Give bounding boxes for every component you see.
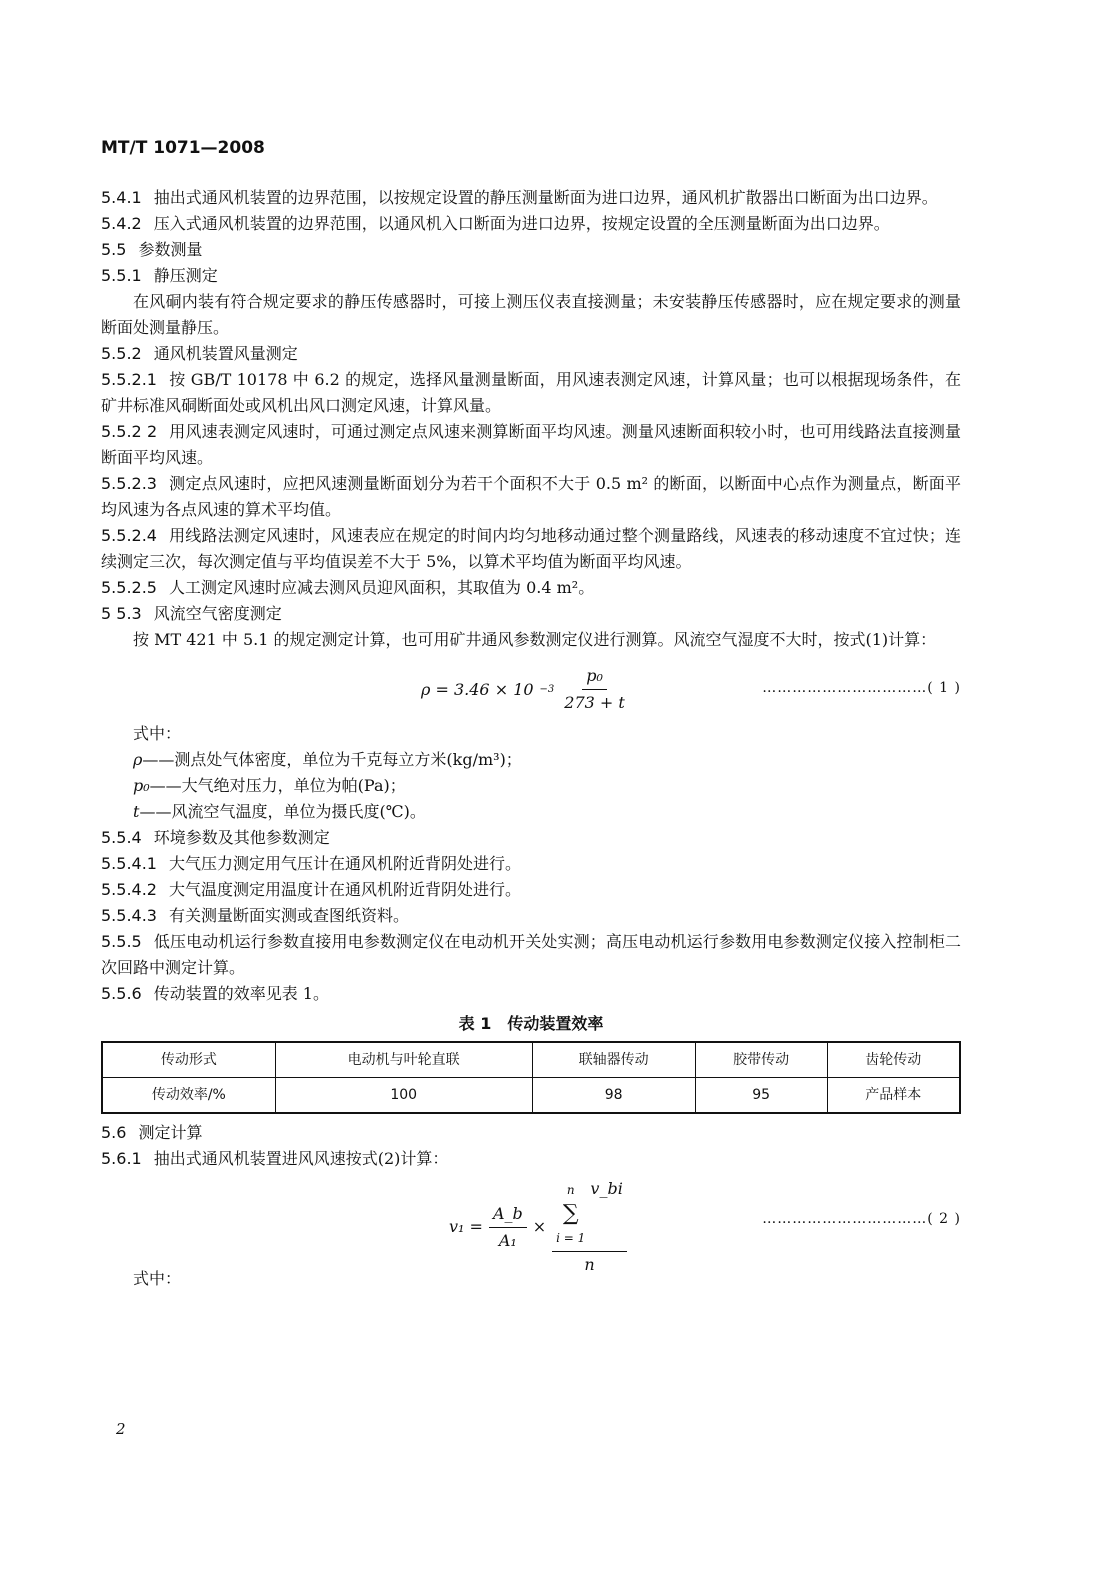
clause-number: 5.4.1 <box>101 188 142 207</box>
formula-2-mean <box>552 1176 627 1278</box>
table-cell: 100 <box>275 1078 532 1114</box>
clause-paragraph <box>101 575 961 601</box>
clause-paragraph <box>101 851 961 877</box>
formula-1-expression <box>421 663 629 716</box>
clause-paragraph <box>101 903 961 929</box>
formula-1-numerator: p₀ <box>582 663 607 690</box>
formula-2-sum-bottom: i = 1 <box>556 1231 586 1245</box>
clause-number: 5 5.3 <box>101 604 142 623</box>
table-header-row <box>102 1042 960 1078</box>
formula-2-denominator: A₁ <box>498 1230 517 1250</box>
symbol-description: ——测点处气体密度，单位为千克每立方米(kg/m³)； <box>142 750 522 769</box>
symbol-definition <box>133 773 961 799</box>
formula-1-label: ( 1 ) <box>927 680 961 696</box>
formula-2-sum-term: v_bi <box>590 1179 623 1198</box>
table-header-cell: 胶带传动 <box>695 1042 827 1078</box>
clause-number: 5.5.6 <box>101 984 142 1003</box>
clause-paragraph <box>101 523 961 575</box>
clause-number: 5.5.2.3 <box>101 474 157 493</box>
clause-paragraph <box>101 1146 961 1172</box>
formula-1-lhs: ρ = 3.46 × 10 <box>421 679 534 699</box>
clause-number: 5.5.2 <box>101 344 142 363</box>
clause-text: 传动装置的效率见表 1。 <box>153 984 329 1003</box>
section-block-1 <box>101 185 961 653</box>
table-cell: 98 <box>532 1078 695 1114</box>
formula-2-times: × <box>532 1217 547 1236</box>
section-heading <box>101 825 961 851</box>
document-code-header: MT/T 1071—2008 <box>101 138 265 158</box>
clause-paragraph <box>101 471 961 523</box>
page-number: 2 <box>116 1420 126 1438</box>
formula-2-sum-top: n <box>566 1183 575 1197</box>
indented-paragraph: 按 MT 421 中 5.1 的规定测定计算，也可用矿井通风参数测定仪进行测算。风流空气湿度不大时，按式(1)计算： <box>133 630 937 649</box>
symbol: p₀ <box>133 776 150 795</box>
clause-text: 抽出式通风机装置进风风速按式(2)计算： <box>153 1149 449 1168</box>
section-heading <box>101 341 961 367</box>
clause-number: 5.4.2 <box>101 214 142 233</box>
symbol: t <box>133 802 140 821</box>
formula-2-area-ratio <box>489 1201 527 1254</box>
formula-1-exponent: −3 <box>539 683 555 695</box>
clause-paragraph <box>101 929 961 981</box>
clause-number: 5.5 <box>101 240 127 259</box>
clause-number: 5.5.4.3 <box>101 906 157 925</box>
clause-text: 用风速表测定风速时，可通过测定点风速来测算断面平均风速。测量风速断面积较小时，也可用线路法直接测量断面平均风速。 <box>101 422 961 467</box>
section-block-2 <box>101 825 961 1007</box>
clause-text: 用线路法测定风速时，风速表应在规定的时间内均匀地移动通过整个测量路线，风速表的移动速度不宜过快；连续测定三次，每次测定值与平均值误差不大于 5%，以算术平均值为断面平均风速。 <box>101 526 961 571</box>
symbol-definition <box>133 747 961 773</box>
clause-paragraph <box>101 981 961 1007</box>
formula-1-fraction <box>560 663 629 716</box>
formula-2-expression <box>449 1176 627 1278</box>
clause-number: 5.5.1 <box>101 266 142 285</box>
formula-2-sum <box>552 1176 627 1252</box>
symbol-definition <box>133 799 961 825</box>
clause-number: 5.5.5 <box>101 932 142 951</box>
where-label-2: 式中： <box>133 1269 182 1288</box>
clause-paragraph <box>101 877 961 903</box>
clause-text: 大气压力测定用气压计在通风机附近背阴处进行。 <box>168 854 521 873</box>
clause-text: 有关测量断面实测或查图纸资料。 <box>168 906 409 925</box>
where-label-1: 式中： <box>133 724 182 743</box>
clause-text: 人工测定风速时应减去测风员迎风面积，其取值为 0.4 m²。 <box>168 578 595 597</box>
section-heading <box>101 601 961 627</box>
table-cell: 产品样本 <box>827 1078 960 1114</box>
clause-text: 压入式通风机装置的边界范围，以通风机入口断面为进口边界，按规定设置的全压测量断面为出口边界。 <box>153 214 890 233</box>
formula-1-number <box>762 675 961 701</box>
formula-2-divisor: n <box>584 1255 595 1274</box>
table-cell: 95 <box>695 1078 827 1114</box>
table-cell: 传动效率/% <box>102 1078 275 1114</box>
clause-text: 通风机装置风量测定 <box>153 344 298 363</box>
table-row <box>102 1078 960 1114</box>
clause-paragraph <box>101 185 961 211</box>
section-heading <box>101 263 961 289</box>
symbol-description: ——大气绝对压力，单位为帕(Pa)； <box>149 776 406 795</box>
clause-number: 5.5.4 <box>101 828 142 847</box>
formula-1-dots: …………………………… <box>762 680 928 696</box>
clause-number: 5.5.4.1 <box>101 854 157 873</box>
clause-number: 5.5.2 2 <box>101 422 158 441</box>
clause-paragraph <box>101 419 961 471</box>
clause-text: 风流空气密度测定 <box>153 604 282 623</box>
formula-2-dots: …………………………… <box>762 1211 928 1227</box>
sigma-icon: ∑ <box>562 1201 579 1226</box>
formula-2-number <box>762 1206 961 1232</box>
indented-paragraph: 在风硐内装有符合规定要求的静压传感器时，可接上测压仪表直接测量；未安装静压传感器时，应在规定要求的测量断面处测量静压。 <box>101 292 961 337</box>
document-body <box>101 185 961 1292</box>
clause-text: 低压电动机运行参数直接用电参数测定仪在电动机开关处实测；高压电动机运行参数用电参数测定仪接入控制柜二次回路中测定计算。 <box>101 932 961 977</box>
table-header-cell: 齿轮传动 <box>827 1042 960 1078</box>
formula-2-label: ( 2 ) <box>927 1211 961 1227</box>
clause-text: 抽出式通风机装置的边界范围，以按规定设置的静压测量断面为进口边界，通风机扩散器出口断面为出口边界。 <box>153 188 938 207</box>
clause-number: 5.5.4.2 <box>101 880 157 899</box>
clause-text: 参数测量 <box>138 240 203 259</box>
symbol: ρ <box>133 750 143 769</box>
clause-number: 5.5.2.4 <box>101 526 157 545</box>
section-heading <box>101 237 961 263</box>
clause-number: 5.5.2.5 <box>101 578 157 597</box>
clause-paragraph <box>101 367 961 419</box>
formula-2 <box>101 1176 961 1274</box>
clause-text: 测定计算 <box>138 1123 203 1142</box>
clause-text: 按 GB/T 10178 中 6.2 的规定，选择风量测量断面，用风速表测定风速，计算风量；也可以根据现场条件，在矿井标准风硐断面处或风机出风口测定风速，计算风量。 <box>101 370 961 415</box>
section-heading <box>101 1120 961 1146</box>
clause-text: 环境参数及其他参数测定 <box>153 828 330 847</box>
table-header-cell: 传动形式 <box>102 1042 275 1078</box>
formula-2-numerator: A_b <box>489 1201 527 1228</box>
formula-1 <box>101 659 961 717</box>
symbol-description: ——风流空气温度，单位为摄氏度(℃)。 <box>139 802 426 821</box>
formula-1-denominator: 273 + t <box>564 693 625 712</box>
table-header-cell: 联轴器传动 <box>532 1042 695 1078</box>
clause-text: 测定点风速时，应把风速测量断面划分为若干个面积不大于 0.5 m² 的断面，以断面中心点作为测量点，断面平均风速为各点风速的算术平均值。 <box>101 474 961 519</box>
table-header-cell: 电动机与叶轮直联 <box>275 1042 532 1078</box>
section-block-3 <box>101 1120 961 1172</box>
transmission-efficiency-table <box>101 1041 961 1114</box>
symbol-definitions-1 <box>101 747 961 825</box>
clause-paragraph <box>101 211 961 237</box>
table-caption: 表 1 传动装置效率 <box>458 1014 604 1033</box>
clause-number: 5.6 <box>101 1123 127 1142</box>
clause-text: 静压测定 <box>153 266 218 285</box>
clause-number: 5.6.1 <box>101 1149 142 1168</box>
clause-number: 5.5.2.1 <box>101 370 157 389</box>
clause-text: 大气温度测定用温度计在通风机附近背阴处进行。 <box>168 880 521 899</box>
formula-2-lhs: v₁ = <box>449 1217 483 1236</box>
formula-2-sigma <box>556 1177 585 1251</box>
